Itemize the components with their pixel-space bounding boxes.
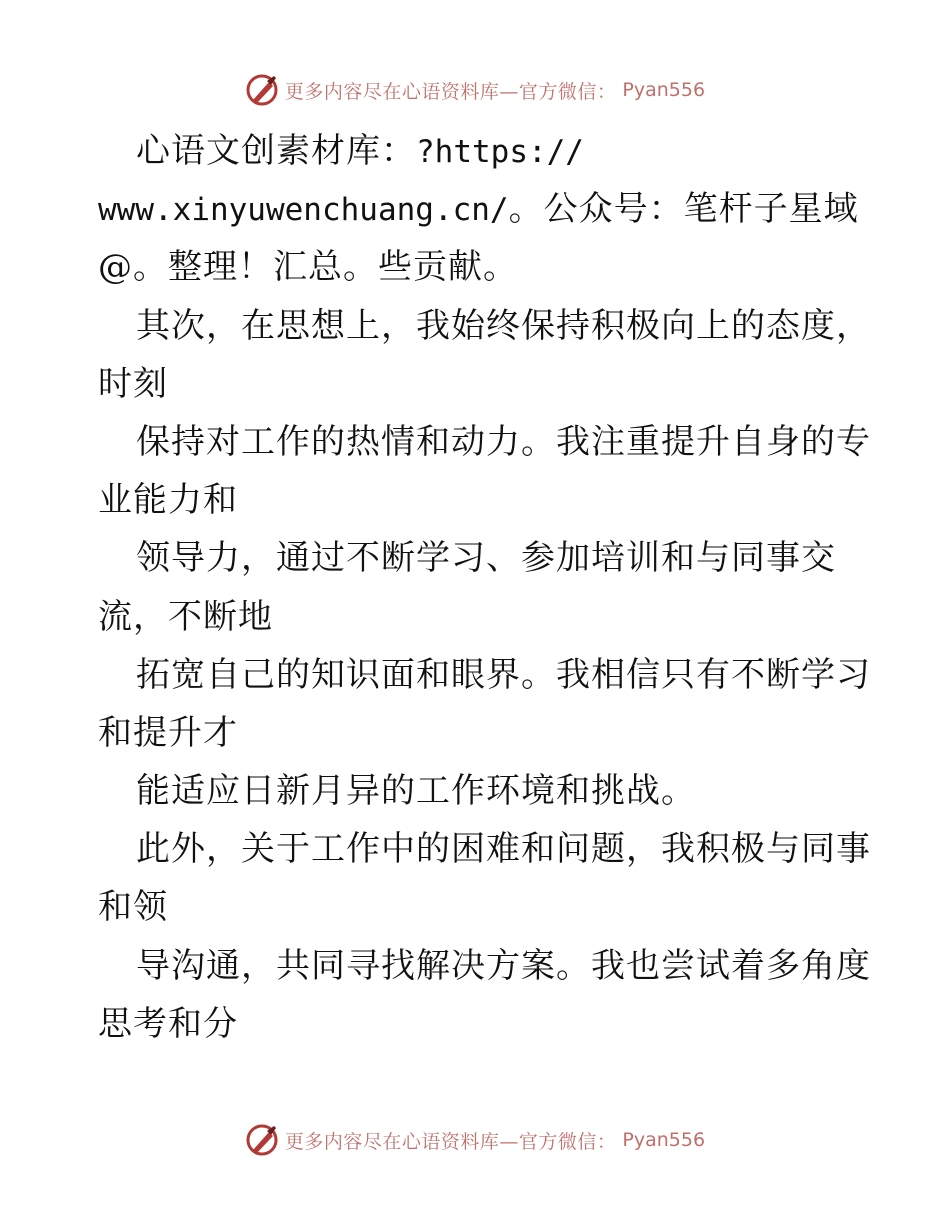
text-line: 能适应日新月异的工作环境和挑战。	[136, 771, 696, 812]
text-line: www.xinyuwenchuang.cn/。公众号：笔杆子星域	[98, 189, 859, 230]
document-body	[98, 122, 871, 1053]
header-banner-text: 更多内容尽在心语资料库—官方微信：	[284, 80, 617, 103]
text-line: 和提升才	[98, 712, 238, 753]
text-line: 和领	[98, 887, 168, 928]
text-line: 导沟通，共同寻找解决方案。我也尝试着多角度	[136, 945, 871, 986]
text-line: @。整理！汇总。些贡献。	[98, 247, 518, 288]
footer-banner-text: 更多内容尽在心语资料库—官方微信：	[284, 1130, 617, 1153]
text-line: 业能力和	[98, 480, 238, 521]
text-line: 时刻	[98, 363, 168, 404]
header-banner	[0, 70, 950, 110]
text-line: 拓宽自己的知识面和眼界。我相信只有不断学习	[136, 654, 871, 695]
text-line: 流，不断地	[98, 596, 273, 637]
pen-logo-icon	[245, 1123, 279, 1157]
text-line: 此外，关于工作中的困难和问题，我积极与同事	[136, 829, 871, 870]
pen-logo-icon	[245, 73, 279, 107]
text-line: 心语文创素材库：?https://	[136, 131, 584, 171]
footer-wechat-id: Pyan556	[622, 1129, 706, 1151]
footer-banner	[0, 1120, 950, 1160]
text-line: 其次，在思想上，我始终保持积极向上的态度，	[136, 305, 871, 346]
text-line: 领导力，通过不断学习、参加培训和与同事交	[136, 538, 836, 579]
text-line: 思考和分	[98, 1003, 238, 1044]
text-line: 保持对工作的热情和动力。我注重提升自身的专	[136, 421, 871, 462]
header-wechat-id: Pyan556	[622, 79, 706, 101]
